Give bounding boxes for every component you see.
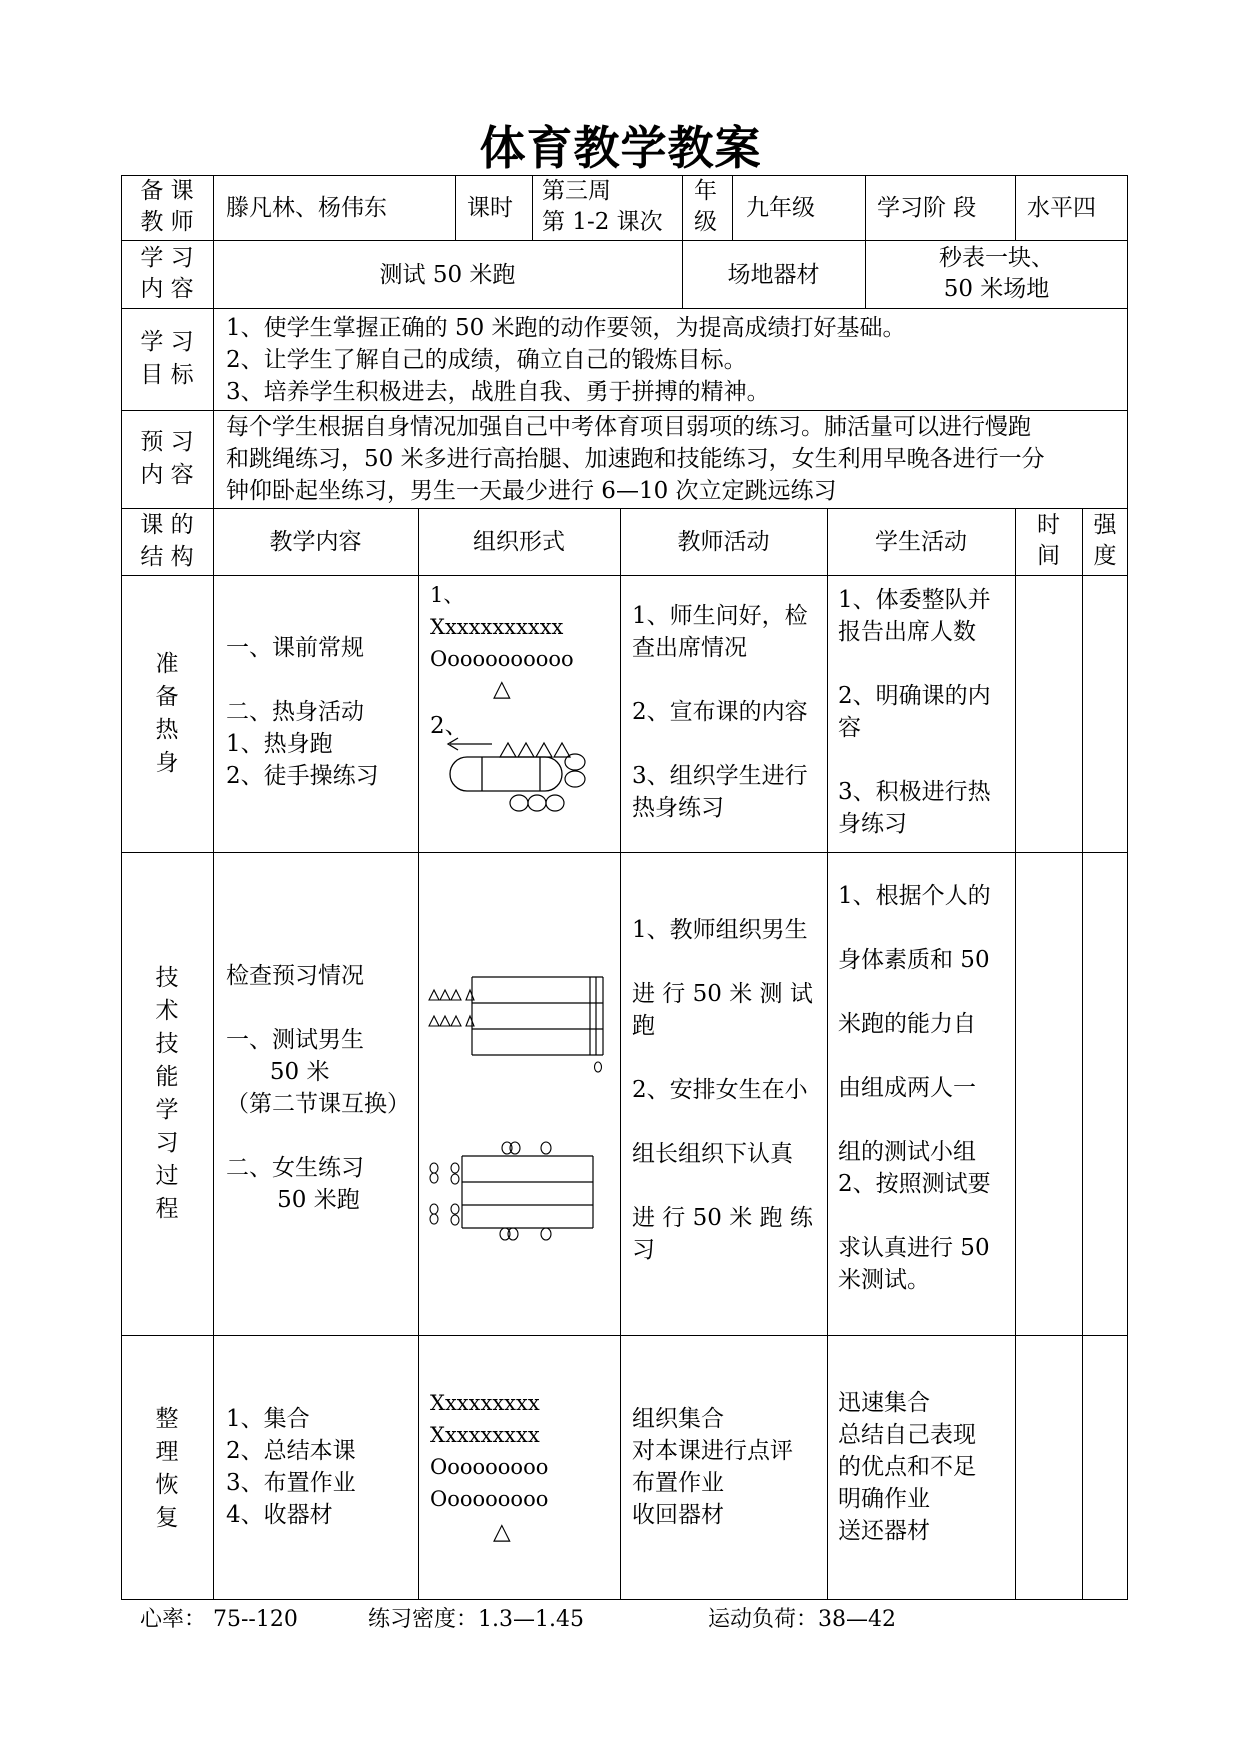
row-divider [121, 308, 1128, 309]
goal-item: 1、使学生掌握正确的 50 米跑的动作要领，为提高成绩打好基础。 [226, 315, 906, 341]
structure-label: 课 的 结 构 [140, 512, 194, 570]
triangle-icon: △ [493, 1519, 511, 1545]
goals-label: 学 习 目 标 [140, 329, 194, 388]
girls-practice-diagram [425, 1140, 615, 1240]
exercise-load: 运动负荷：38—42 [708, 1607, 896, 1632]
preview-label: 预 习 内 容 [140, 429, 194, 488]
stage-label: 学习阶 段 [877, 195, 977, 221]
col-divider [1082, 508, 1083, 1600]
grade-label: 年 级 [694, 178, 717, 235]
equipment-value: 秒表一块、 50 米场地 [939, 245, 1054, 302]
goal-item: 2、让学生了解自己的成绩，确立自己的锻炼目标。 [226, 347, 747, 373]
cooldown-student: 迅速集合 总结自己表现 的优点和不足 明确作业 送还器材 [838, 1390, 976, 1544]
row-divider [121, 1335, 1128, 1336]
stage-value: 水平四 [1027, 195, 1096, 221]
page-title: 体育教学教案 [479, 121, 762, 175]
warmup-teacher: 1、师生问好，检 查出席情况 2、宣布课的内容 3、组织学生进行 热身练习 [632, 603, 808, 821]
col-header-organization: 组织形式 [473, 529, 565, 555]
cooldown-org-formation: Xxxxxxxxx Xxxxxxxxx Ooooooooo Ooooooooo [430, 1391, 549, 1511]
equipment-label: 场地器材 [727, 262, 820, 288]
col-header-content: 教学内容 [269, 529, 362, 555]
grade-value: 九年级 [746, 195, 815, 221]
col-header-intensity: 强 度 [1093, 512, 1117, 569]
col-divider [620, 508, 621, 1600]
col-header-teacher: 教师活动 [677, 529, 770, 555]
heart-rate: 心率： 75--120 [140, 1607, 298, 1632]
content-label: 学 习 内 容 [140, 245, 194, 302]
goal-item: 3、培养学生积极进去，战胜自我、勇于拼搏的精神。 [226, 379, 770, 405]
teacher-value: 滕凡林、杨伟东 [226, 195, 387, 221]
warmup-org-run-label: 2、 [430, 713, 468, 739]
warmup-org-formation: 1、 Xxxxxxxxxxx Ooooooooooo [430, 583, 574, 671]
row-divider [121, 240, 1128, 241]
col-divider [732, 175, 733, 240]
col-divider [455, 175, 456, 240]
triangle-icon: △ [493, 676, 511, 702]
period-label: 课时 [467, 195, 513, 221]
row-divider [121, 575, 1128, 576]
preview-line: 和跳绳练习，50 米多进行高抬腿、加速跑和技能练习，女生利用早晚各进行一分 [226, 446, 1045, 472]
col-divider [532, 175, 533, 240]
warmup-student: 1、体委整队并 报告出席人数 2、明确课的内 容 3、积极进行热 身练习 [838, 587, 991, 837]
warmup-run-diagram [440, 735, 600, 815]
cooldown-content: 1、集合 2、总结本课 3、布置作业 4、收器材 [226, 1406, 356, 1528]
cooldown-label: 整 理 恢 复 [155, 1406, 179, 1531]
warmup-content: 一、课前常规 二、热身活动 1、热身跑 2、徒手操练习 [226, 635, 379, 789]
content-value: 测试 50 米跑 [379, 262, 516, 288]
col-header-student: 学生活动 [875, 529, 967, 555]
preview-line: 每个学生根据自身情况加强自己中考体育项目弱项的练习。肺活量可以进行慢跑 [226, 414, 1031, 440]
teacher-label: 备 课 教 师 [140, 178, 194, 235]
row-divider [121, 508, 1128, 509]
skill-teacher: 1、教师组织男生 进 行 50 米 测 试 跑 2、安排女生在小 组长组织下认真 进 行 50 米 跑 练 习 [632, 917, 813, 1263]
period-value: 第三周 第 1-2 课次 [542, 178, 663, 235]
col-header-time: 时 间 [1037, 512, 1060, 569]
skill-content: 检查预习情况 一、测试男生 50 米 （第二节课互换） 二、女生练习 50 米跑 [226, 963, 410, 1213]
cooldown-teacher: 组织集合 对本课进行点评 布置作业 收回器材 [632, 1406, 793, 1528]
col-divider [827, 508, 828, 1600]
warmup-label: 准 备 热 身 [155, 651, 179, 776]
col-divider [1015, 508, 1016, 1600]
skill-label: 技 术 技 能 学 习 过 程 [155, 965, 179, 1222]
exercise-density: 练习密度：1.3—1.45 [368, 1607, 584, 1632]
col-divider [418, 508, 419, 1600]
col-divider [1015, 175, 1016, 240]
col-divider [213, 175, 214, 1600]
row-divider [121, 852, 1128, 853]
preview-line: 钟仰卧起坐练习，男生一天最少进行 6—10 次立定跳远练习 [226, 478, 837, 504]
boys-test-diagram [425, 975, 615, 1075]
skill-student: 1、根据个人的 身体素质和 50 米跑的能力自 由组成两人一 组的测试小组 2、按照测试要 求认真进行 50 米测试。 [838, 883, 991, 1293]
